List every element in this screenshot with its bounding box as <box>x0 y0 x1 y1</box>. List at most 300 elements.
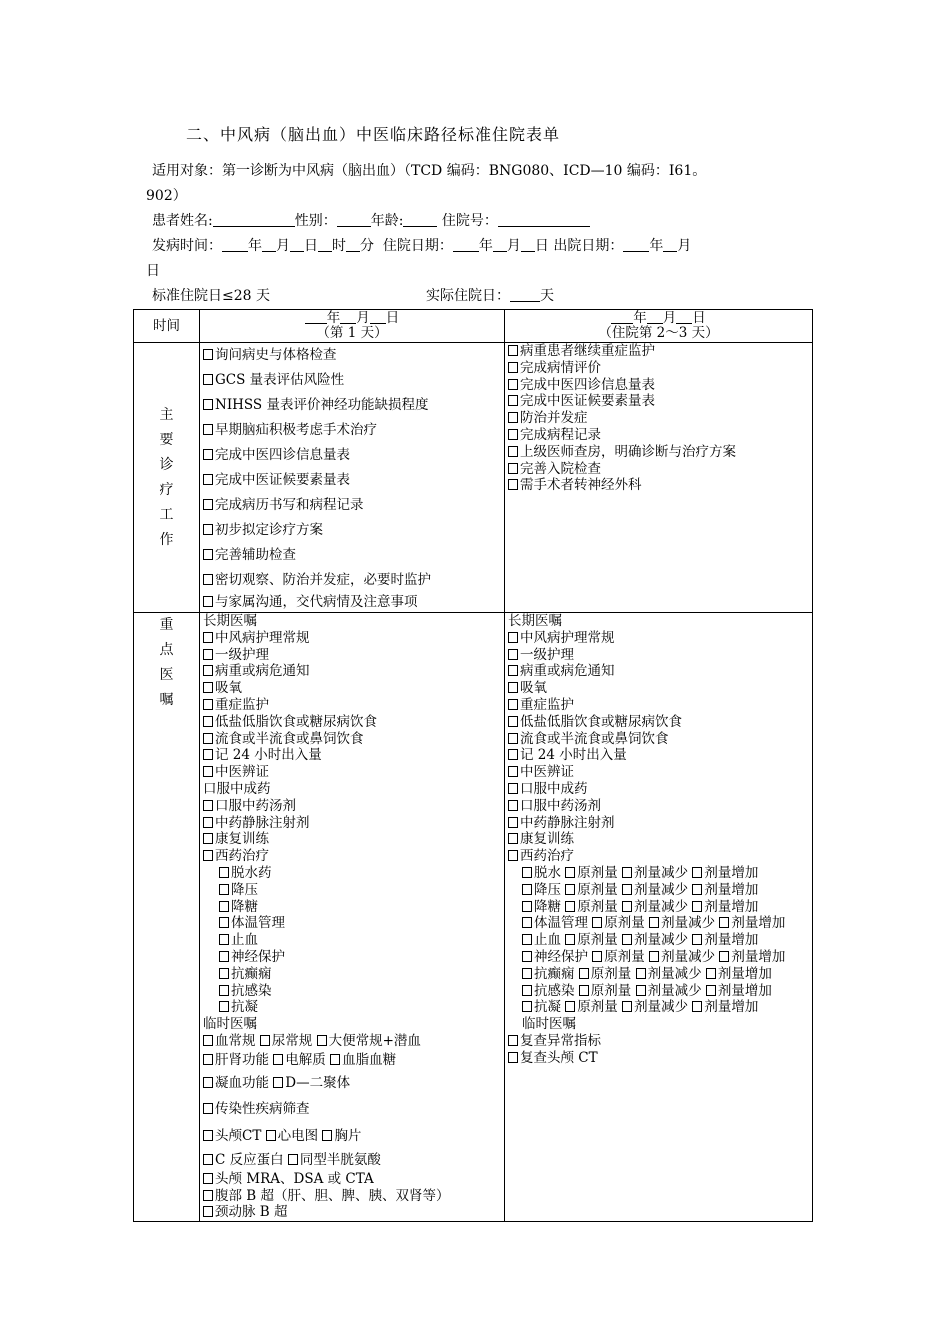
dose-same-label: 原剂量 <box>577 898 618 915</box>
western-drug-dose-row <box>508 899 809 916</box>
checkbox[interactable] <box>219 901 229 912</box>
western-drug[interactable] <box>522 949 588 965</box>
electrolytes[interactable] <box>273 1052 326 1068</box>
checkbox[interactable] <box>692 884 702 895</box>
diag-col2-item[interactable] <box>508 360 809 377</box>
checkbox[interactable] <box>203 374 213 385</box>
checkbox[interactable] <box>508 665 518 676</box>
col2-month-unit: 月 <box>662 310 677 326</box>
checkbox[interactable] <box>508 632 518 643</box>
western-drug[interactable] <box>522 882 561 898</box>
checkbox[interactable] <box>219 867 229 878</box>
checkbox[interactable] <box>508 850 518 861</box>
admit-date-label: 住院日期： <box>382 238 453 254</box>
checkbox[interactable] <box>203 716 213 727</box>
temp-order-item[interactable] <box>508 1033 809 1050</box>
dose-down[interactable] <box>622 999 688 1015</box>
diag-col1-item-label: 完成中医四诊信息量表 <box>215 447 350 463</box>
dose-up-label: 剂量增加 <box>731 915 786 932</box>
checkbox[interactable] <box>565 901 575 912</box>
checkbox[interactable] <box>622 867 632 878</box>
western-drug-item[interactable] <box>203 899 501 916</box>
order-item[interactable] <box>203 697 501 714</box>
order-item[interactable] <box>508 747 809 764</box>
checkbox[interactable] <box>203 524 213 535</box>
order-item-label: 流食或半流食或鼻饲饮食 <box>215 730 364 747</box>
dates-line <box>152 238 691 255</box>
checkbox[interactable] <box>508 817 518 828</box>
dose-up[interactable] <box>692 882 758 898</box>
diag-col1-item[interactable] <box>203 518 501 543</box>
stool-routine[interactable] <box>317 1033 421 1049</box>
discharge-day-unit: 日 <box>146 263 160 279</box>
dose-down[interactable] <box>622 882 688 898</box>
ecg-label: 心电图 <box>277 1127 319 1144</box>
checkbox[interactable] <box>579 985 589 996</box>
checkbox[interactable] <box>508 429 518 440</box>
ecg[interactable] <box>266 1128 319 1144</box>
western-drug[interactable] <box>522 915 588 931</box>
checkbox[interactable] <box>565 867 575 878</box>
checkbox[interactable] <box>649 917 659 928</box>
checkbox[interactable] <box>508 395 518 406</box>
diag-col2-item[interactable] <box>508 410 809 427</box>
admit-year-blank[interactable] <box>453 238 479 252</box>
infectious-screening[interactable] <box>203 1096 501 1123</box>
western-drug-item[interactable] <box>203 983 501 1000</box>
col2-year-blank[interactable] <box>611 310 633 324</box>
checkbox[interactable] <box>203 649 213 660</box>
order-item-label: 流食或半流食或鼻饲饮食 <box>520 730 669 747</box>
dose-up[interactable] <box>692 899 758 915</box>
order-item[interactable] <box>203 731 501 748</box>
carotid-ultrasound-label: 颈动脉 B 超 <box>215 1204 288 1221</box>
coagulation-label: 凝血功能 <box>215 1074 269 1091</box>
order-item[interactable] <box>508 731 809 748</box>
checkbox[interactable] <box>203 817 213 828</box>
order-item[interactable] <box>203 680 501 697</box>
checkbox[interactable] <box>692 901 702 912</box>
chest-xray[interactable] <box>322 1128 361 1144</box>
checkbox[interactable] <box>636 985 646 996</box>
dose-same[interactable] <box>592 949 645 965</box>
checkbox[interactable] <box>508 412 518 423</box>
checkbox[interactable] <box>592 917 602 928</box>
age-label: 年龄: <box>370 213 404 229</box>
checkbox[interactable] <box>622 884 632 895</box>
western-drug-label: 抗感染 <box>534 982 575 999</box>
checkbox[interactable] <box>203 1190 213 1201</box>
dose-down[interactable] <box>622 865 688 881</box>
col1-day-blank[interactable] <box>370 310 386 324</box>
checkbox[interactable] <box>219 985 229 996</box>
order-item-label: 病重或病危通知 <box>215 663 310 680</box>
sex-blank[interactable] <box>337 213 371 227</box>
western-drug[interactable] <box>522 983 575 999</box>
checkbox[interactable] <box>522 985 532 996</box>
dose-up-label: 剂量增加 <box>717 982 772 999</box>
western-drug-item[interactable] <box>203 949 501 966</box>
western-drug-item[interactable] <box>203 966 501 983</box>
checkbox[interactable] <box>508 362 518 373</box>
western-drug-item[interactable] <box>203 915 501 932</box>
diag-col1-item[interactable] <box>203 568 501 593</box>
time-label: 时间 <box>153 317 180 334</box>
checkbox[interactable] <box>203 1173 213 1184</box>
onset-month-blank[interactable] <box>262 238 276 252</box>
col1-date <box>203 310 501 326</box>
checkbox[interactable] <box>203 399 213 410</box>
checkbox[interactable] <box>260 1035 270 1046</box>
temp-row <box>203 1071 501 1096</box>
checkbox[interactable] <box>203 424 213 435</box>
onset-hour-blank[interactable] <box>318 238 332 252</box>
checkbox[interactable] <box>203 833 213 844</box>
diagnosis-row <box>134 343 813 613</box>
checkbox[interactable] <box>273 1054 283 1065</box>
checkbox[interactable] <box>266 1130 276 1141</box>
order-item[interactable] <box>203 831 501 848</box>
dose-same[interactable] <box>565 865 618 881</box>
checkbox[interactable] <box>203 549 213 560</box>
checkbox[interactable] <box>508 733 518 744</box>
checkbox[interactable] <box>219 951 229 962</box>
checkbox[interactable] <box>203 733 213 744</box>
checkbox[interactable] <box>692 934 702 945</box>
checkbox[interactable] <box>508 699 518 710</box>
checkbox[interactable] <box>203 1035 213 1046</box>
checkbox[interactable] <box>622 901 632 912</box>
admit-day-blank[interactable] <box>521 238 535 252</box>
onset-day-unit: 日 <box>304 238 318 254</box>
dose-down[interactable] <box>636 983 702 999</box>
order-item[interactable] <box>203 747 501 764</box>
dose-same-label: 原剂量 <box>577 999 618 1016</box>
diag-col2-item-label: 完成中医证候要素量表 <box>520 393 655 410</box>
diag-col1-item[interactable] <box>203 443 501 468</box>
col1-day-label: （第 1 天） <box>316 325 388 341</box>
order-item[interactable] <box>203 714 501 731</box>
checkbox[interactable] <box>203 665 213 676</box>
diag-col2-item-label: 完成病情评价 <box>520 359 601 376</box>
checkbox[interactable] <box>203 596 213 607</box>
order-item[interactable] <box>508 680 809 697</box>
onset-day-blank[interactable] <box>290 238 304 252</box>
head-mra[interactable] <box>203 1171 501 1188</box>
western-drug[interactable] <box>522 999 561 1015</box>
western-drug[interactable] <box>522 932 561 948</box>
patient-name-blank[interactable] <box>213 213 295 227</box>
dose-up-label: 剂量增加 <box>704 864 759 881</box>
checkbox[interactable] <box>322 1130 332 1141</box>
lipid-glucose[interactable] <box>330 1052 396 1068</box>
col2-month-blank[interactable] <box>647 310 663 324</box>
order-item[interactable] <box>203 764 501 781</box>
diag-col1-item[interactable] <box>203 468 501 493</box>
checkbox[interactable] <box>219 934 229 945</box>
dose-up[interactable] <box>692 865 758 881</box>
western-drug-label: 止血 <box>534 932 561 949</box>
urine-routine[interactable] <box>260 1033 313 1049</box>
diag-col2-item-label: 完善入院检查 <box>520 460 601 477</box>
checkbox[interactable] <box>203 632 213 643</box>
dose-up[interactable] <box>719 949 785 965</box>
diag-col1-item[interactable] <box>203 543 501 568</box>
checkbox[interactable] <box>636 968 646 979</box>
order-item[interactable] <box>508 798 809 815</box>
diag-col2-item[interactable] <box>508 477 809 494</box>
checkbox[interactable] <box>203 850 213 861</box>
checkbox[interactable] <box>203 766 213 777</box>
checkbox[interactable] <box>508 379 518 390</box>
checkbox[interactable] <box>622 934 632 945</box>
checkbox[interactable] <box>565 934 575 945</box>
dose-up-label: 剂量增加 <box>704 999 759 1016</box>
order-item[interactable] <box>508 848 809 865</box>
checkbox[interactable] <box>508 783 518 794</box>
dose-same[interactable] <box>579 983 632 999</box>
order-item[interactable] <box>508 697 809 714</box>
order-item[interactable] <box>508 781 809 798</box>
checkbox[interactable] <box>522 951 532 962</box>
checkbox[interactable] <box>719 951 729 962</box>
order-item[interactable] <box>508 714 809 731</box>
head-ct[interactable] <box>203 1128 261 1144</box>
checkbox[interactable] <box>508 1052 518 1063</box>
actual-days-blank[interactable] <box>510 288 540 302</box>
checkbox[interactable] <box>508 446 518 457</box>
western-drug-item[interactable] <box>203 882 501 899</box>
checkbox[interactable] <box>719 917 729 928</box>
dose-down[interactable] <box>649 915 715 931</box>
age-blank[interactable] <box>403 213 437 227</box>
checkbox[interactable] <box>203 1154 213 1165</box>
order-item-label: 低盐低脂饮食或糖尿病饮食 <box>520 713 682 730</box>
diagnosis-label <box>134 343 200 613</box>
diag-col1-item-label: 早期脑疝积极考虑手术治疗 <box>215 422 377 438</box>
dose-down-label: 剂量减少 <box>647 982 702 999</box>
checkbox[interactable] <box>508 649 518 660</box>
dose-up[interactable] <box>692 999 758 1015</box>
checkbox[interactable] <box>508 716 518 727</box>
checkbox[interactable] <box>330 1054 340 1065</box>
diag-col1-item-label: 完成病历书写和病程记录 <box>215 497 364 513</box>
dose-same[interactable] <box>565 899 618 915</box>
dose-same[interactable] <box>592 915 645 931</box>
clinical-path-table <box>133 309 813 1222</box>
checkbox[interactable] <box>692 867 702 878</box>
order-item[interactable] <box>203 663 501 680</box>
checkbox[interactable] <box>579 968 589 979</box>
checkbox[interactable] <box>508 345 518 356</box>
checkbox[interactable] <box>203 682 213 693</box>
dose-same[interactable] <box>579 966 632 982</box>
order-item-label: 记 24 小时出入量 <box>520 747 627 764</box>
checkbox[interactable] <box>203 349 213 360</box>
checkbox[interactable] <box>203 1077 213 1088</box>
temp-orders-title: 临时医嘱 <box>203 1016 257 1033</box>
col2-date <box>508 310 809 326</box>
order-item[interactable] <box>203 815 501 832</box>
dose-up[interactable] <box>692 932 758 948</box>
dose-up[interactable] <box>706 966 772 982</box>
checkbox[interactable] <box>317 1035 327 1046</box>
time-header <box>134 310 200 343</box>
diag-col1-item[interactable] <box>203 418 501 443</box>
diag-col2-item[interactable] <box>508 377 809 394</box>
diag-col2-item[interactable] <box>508 343 809 360</box>
diag-col2-item[interactable] <box>508 444 809 461</box>
discharge-month-blank[interactable] <box>663 238 677 252</box>
checkbox[interactable] <box>522 934 532 945</box>
order-item[interactable] <box>508 764 809 781</box>
order-item[interactable] <box>508 663 809 680</box>
checkbox[interactable] <box>288 1154 298 1165</box>
checkbox[interactable] <box>219 917 229 928</box>
order-item[interactable] <box>508 647 809 664</box>
western-drug[interactable] <box>522 865 561 881</box>
oral-patent-medicine: 口服中成药 <box>203 780 271 797</box>
order-item[interactable] <box>203 647 501 664</box>
crp[interactable] <box>203 1152 284 1168</box>
checkbox[interactable] <box>508 766 518 777</box>
order-item[interactable] <box>508 815 809 832</box>
western-drug-item-label: 脱水药 <box>231 864 272 881</box>
orders-col1 <box>200 613 505 1222</box>
checkbox[interactable] <box>508 1035 518 1046</box>
western-drug-item[interactable] <box>203 932 501 949</box>
checkbox[interactable] <box>565 1001 575 1012</box>
checkbox[interactable] <box>203 800 213 811</box>
checkbox[interactable] <box>273 1077 283 1088</box>
western-drug-dose-row <box>508 932 809 949</box>
checkbox[interactable] <box>565 884 575 895</box>
checkbox[interactable] <box>219 968 229 979</box>
homocysteine[interactable] <box>288 1152 381 1168</box>
western-drug-dose-row <box>508 882 809 899</box>
col1-year-blank[interactable] <box>305 310 327 324</box>
checkbox[interactable] <box>203 1130 213 1141</box>
diag-col2-item[interactable] <box>508 393 809 410</box>
diag-col1-item[interactable] <box>203 343 501 368</box>
western-drug-item[interactable] <box>203 999 501 1016</box>
dose-down[interactable] <box>622 899 688 915</box>
blood-routine[interactable] <box>203 1033 256 1049</box>
onset-minute-blank[interactable] <box>346 238 360 252</box>
checkbox[interactable] <box>203 1054 213 1065</box>
dose-down[interactable] <box>622 932 688 948</box>
dose-same[interactable] <box>565 882 618 898</box>
checkbox[interactable] <box>522 867 532 878</box>
d-dimer[interactable] <box>273 1075 350 1091</box>
order-item-label: 重症监护 <box>215 696 269 713</box>
western-drug[interactable] <box>522 966 575 982</box>
checkbox[interactable] <box>706 968 716 979</box>
checkbox[interactable] <box>622 1001 632 1012</box>
dose-same-label: 原剂量 <box>604 915 645 932</box>
western-drug-item[interactable] <box>203 865 501 882</box>
western-drug[interactable] <box>522 899 561 915</box>
checkbox[interactable] <box>203 1206 213 1217</box>
liver-kidney[interactable] <box>203 1052 269 1068</box>
diag-col2-item[interactable] <box>508 461 809 478</box>
checkbox[interactable] <box>203 1103 213 1114</box>
order-item[interactable] <box>203 848 501 865</box>
abdominal-ultrasound[interactable] <box>203 1188 501 1205</box>
checkbox[interactable] <box>508 463 518 474</box>
checkbox[interactable] <box>203 574 213 585</box>
checkbox[interactable] <box>522 968 532 979</box>
col2-day-blank[interactable] <box>676 310 692 324</box>
temp-row <box>203 1150 501 1171</box>
coagulation[interactable] <box>203 1075 269 1091</box>
checkbox[interactable] <box>522 884 532 895</box>
carotid-ultrasound[interactable] <box>203 1204 501 1221</box>
order-item[interactable] <box>508 831 809 848</box>
dose-same-label: 原剂量 <box>577 881 618 898</box>
diag-col2-item[interactable] <box>508 427 809 444</box>
inpatient-no-blank[interactable] <box>498 213 590 227</box>
western-drug-item-label: 降压 <box>231 881 258 898</box>
checkbox[interactable] <box>522 917 532 928</box>
onset-year-blank[interactable] <box>222 238 248 252</box>
checkbox[interactable] <box>692 1001 702 1012</box>
dose-up[interactable] <box>706 983 772 999</box>
diag-col2-item-label: 病重患者继续重症监护 <box>520 343 655 359</box>
checkbox[interactable] <box>508 479 518 490</box>
dose-down[interactable] <box>649 949 715 965</box>
checkbox[interactable] <box>508 833 518 844</box>
checkbox[interactable] <box>203 499 213 510</box>
dose-down-label: 剂量减少 <box>634 932 689 949</box>
diag-col1-item[interactable] <box>203 493 501 518</box>
checkbox[interactable] <box>203 749 213 760</box>
order-item[interactable] <box>203 798 501 815</box>
checkbox[interactable] <box>508 682 518 693</box>
long-term-orders-title: 长期医嘱 <box>508 613 562 629</box>
dose-same[interactable] <box>565 999 618 1015</box>
diag-col1-item[interactable] <box>203 593 501 612</box>
checkbox[interactable] <box>219 1001 229 1012</box>
diag-col1-item[interactable] <box>203 368 501 393</box>
checkbox[interactable] <box>508 800 518 811</box>
admit-month-blank[interactable] <box>493 238 507 252</box>
order-item[interactable] <box>508 630 809 647</box>
diag-col1-item[interactable] <box>203 393 501 418</box>
order-item-label: 康复训练 <box>215 831 269 848</box>
checkbox[interactable] <box>706 985 716 996</box>
order-item-label: 西药治疗 <box>215 848 269 865</box>
checkbox[interactable] <box>522 1001 532 1012</box>
col1-month-blank[interactable] <box>340 310 356 324</box>
checkbox[interactable] <box>649 951 659 962</box>
document-title: 二、中风病（脑出血）中医临床路径标准住院表单 <box>186 125 561 144</box>
dose-same[interactable] <box>565 932 618 948</box>
checkbox[interactable] <box>203 699 213 710</box>
checkbox[interactable] <box>522 901 532 912</box>
dose-up[interactable] <box>719 915 785 931</box>
checkbox[interactable] <box>219 884 229 895</box>
temp-order-item[interactable] <box>508 1050 809 1067</box>
order-item[interactable] <box>203 630 501 647</box>
checkbox[interactable] <box>203 474 213 485</box>
discharge-year-blank[interactable] <box>623 238 649 252</box>
dose-down[interactable] <box>636 966 702 982</box>
checkbox[interactable] <box>203 449 213 460</box>
order-item-label: 病重或病危通知 <box>520 663 615 680</box>
checkbox[interactable] <box>592 951 602 962</box>
checkbox[interactable] <box>508 749 518 760</box>
